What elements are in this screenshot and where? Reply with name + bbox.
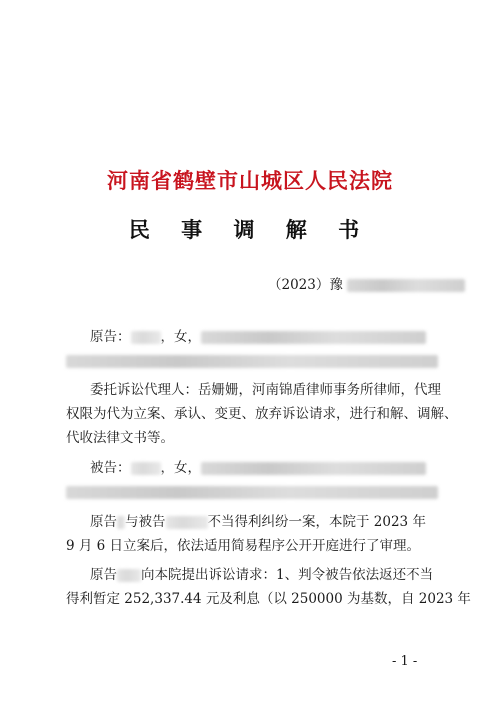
- page-number: - 1 -: [392, 654, 418, 669]
- defendant-paragraph: [66, 456, 458, 504]
- redacted-defendant-info: [201, 462, 426, 475]
- plaintiff-gender: ，女，: [160, 329, 201, 345]
- agent-line-3: 代收法律文书等。: [66, 430, 174, 446]
- redacted-defendant-address: [66, 486, 438, 499]
- plaintiff-label: 原告：: [90, 329, 131, 345]
- agent-line-1: 委托诉讼代理人：岳姗姗，河南锦盾律师事务所律师，代理: [90, 382, 441, 398]
- defendant-label: 被告：: [90, 460, 131, 476]
- plaintiff-paragraph: [66, 325, 458, 373]
- agent-paragraph: [66, 378, 458, 450]
- claim-line-2: 得利暂定 252,337.44 元及利息（以 250000 为基数，自 2023 年: [66, 591, 471, 607]
- redacted-plaintiff-info: [201, 331, 426, 344]
- claims-paragraph: [66, 563, 471, 611]
- redacted-defendant-name: [131, 462, 161, 475]
- redacted-name: [166, 516, 208, 529]
- redacted-name: [117, 569, 141, 582]
- case-text-defendant: 与被告: [125, 514, 166, 530]
- case-number-prefix: （2023）豫: [268, 277, 343, 293]
- case-paragraph: [66, 510, 458, 558]
- claim-text-plaintiff: 原告: [90, 567, 117, 583]
- document-title: 民 事 调 解 书: [128, 217, 372, 242]
- redacted-name: [117, 516, 125, 529]
- claim-text: 向本院提出诉讼请求：1、判令被告依法返还不当: [141, 567, 434, 583]
- court-name: 河南省鹤壁市山城区人民法院: [107, 168, 393, 193]
- redacted-case-number: [347, 279, 465, 292]
- agent-line-2: 权限为代为立案、承认、变更、放弃诉讼请求，进行和解、调解、: [66, 406, 458, 422]
- case-text-plaintiff: 原告: [90, 514, 117, 530]
- redacted-plaintiff-name: [131, 331, 161, 344]
- case-number: [268, 276, 465, 294]
- redacted-plaintiff-address: [66, 355, 438, 368]
- case-text-dispute: 不当得利纠纷一案，本院于 2023 年: [207, 514, 426, 530]
- case-line-2: 9 月 6 日立案后，依法适用简易程序公开开庭进行了审理。: [66, 538, 421, 554]
- defendant-gender: ，女，: [160, 460, 201, 476]
